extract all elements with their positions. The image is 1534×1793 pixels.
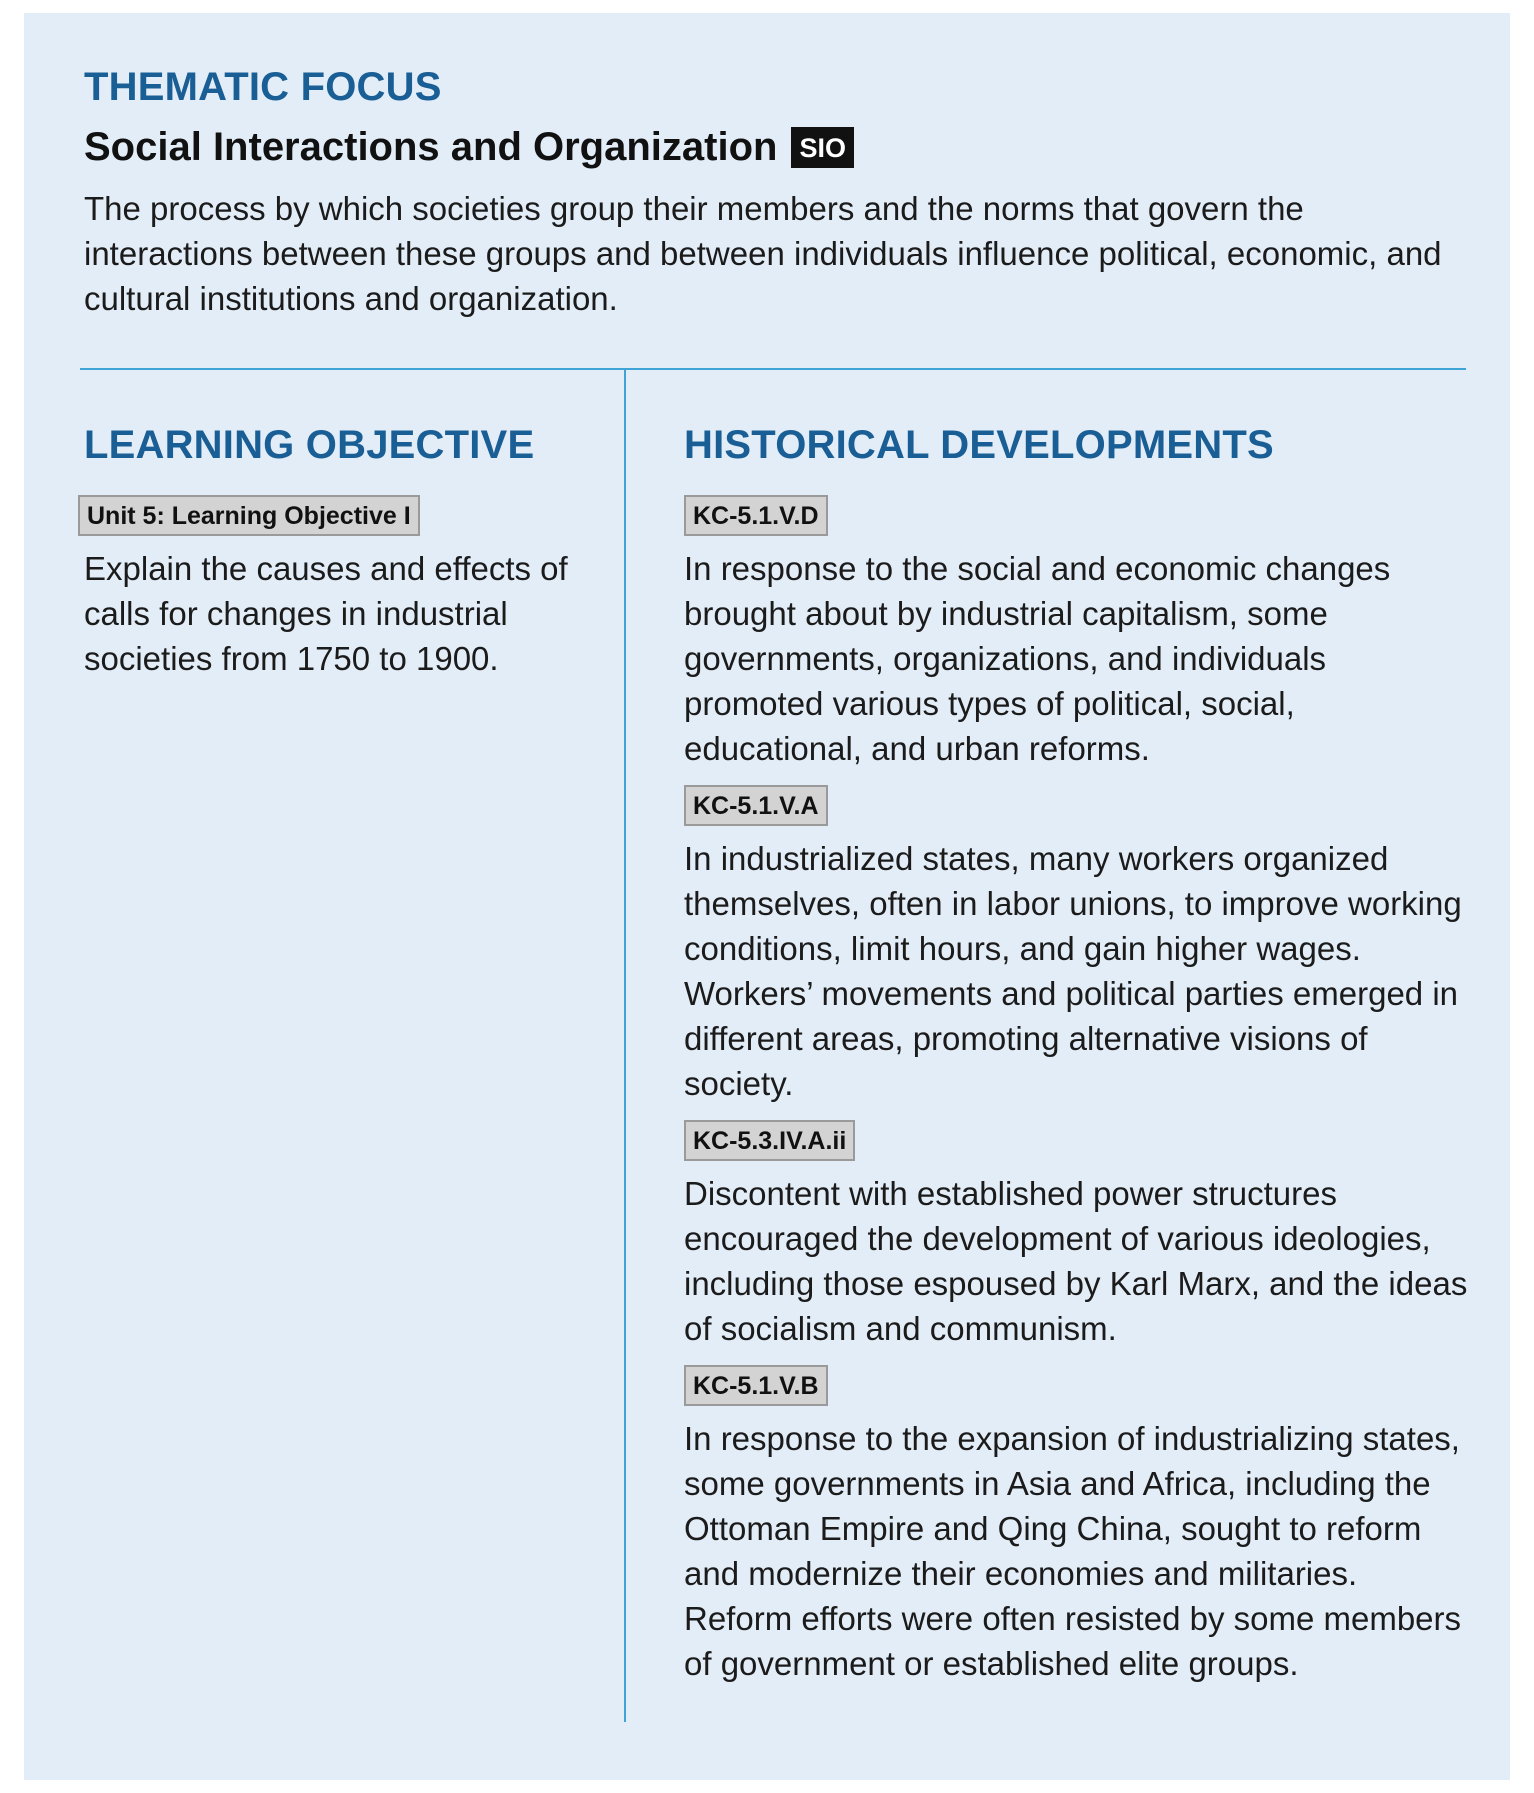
development-text: In response to the social and economic changes brought about by industrial capitalism, some governments, organizations, and individuals promoted various types of political, social, educational, and urban reforms. [684,550,1391,767]
development-text: In response to the expansion of industrializing states, some governments in Asia and Africa, including the Ottoman Empire and Qing China, sought to reform and modernize their economies and militaries. Reform efforts were often resisted by some members of government or established elite groups. [684,1420,1462,1682]
learning-objective-block [78,495,578,681]
theme-title: Social Interactions and Organization [84,125,778,169]
key-concept-tag: KC-5.1.V.D [684,495,828,536]
horizontal-divider [80,368,1466,370]
development-item [684,1120,1474,1351]
key-concept-tag: KC-5.1.V.B [684,1365,828,1406]
historical-developments-heading: HISTORICAL DEVELOPMENTS [684,423,1274,467]
thematic-focus-label: THEMATIC FOCUS [84,65,442,109]
theme-title-row [84,125,854,170]
key-concept-tag: KC-5.1.V.A [684,785,828,826]
development-item [684,495,1474,771]
theme-description: The process by which societies group their members and the norms that govern the interactions between these groups and between individuals influence political, economic, and cultural institutions and organization. [84,190,1442,317]
development-item [684,785,1474,1106]
thematic-focus-panel [24,13,1510,1780]
key-concept-tag: KC-5.3.IV.A.ii [684,1120,855,1161]
column-divider [624,370,626,1722]
learning-objective-text: Explain the causes and effects of calls for changes in industrial societies from 1750 to 1900. [84,550,568,677]
development-text: In industrialized states, many workers organized themselves, often in labor unions, to improve working conditions, limit hours, and gain higher wages. Workers’ movements and political parties emerged in different areas, promoting alternative visions of society. [684,840,1462,1102]
development-text: Discontent with established power structures encouraged the development of various ideologies, including those espoused by Karl Marx, and the ideas of socialism and communism. [684,1175,1468,1347]
theme-badge: SIO [791,127,854,168]
learning-objective-heading: LEARNING OBJECTIVE [84,423,535,467]
learning-objective-tag: Unit 5: Learning Objective I [78,495,420,536]
development-item [684,1365,1474,1686]
historical-developments-list [684,495,1474,1700]
